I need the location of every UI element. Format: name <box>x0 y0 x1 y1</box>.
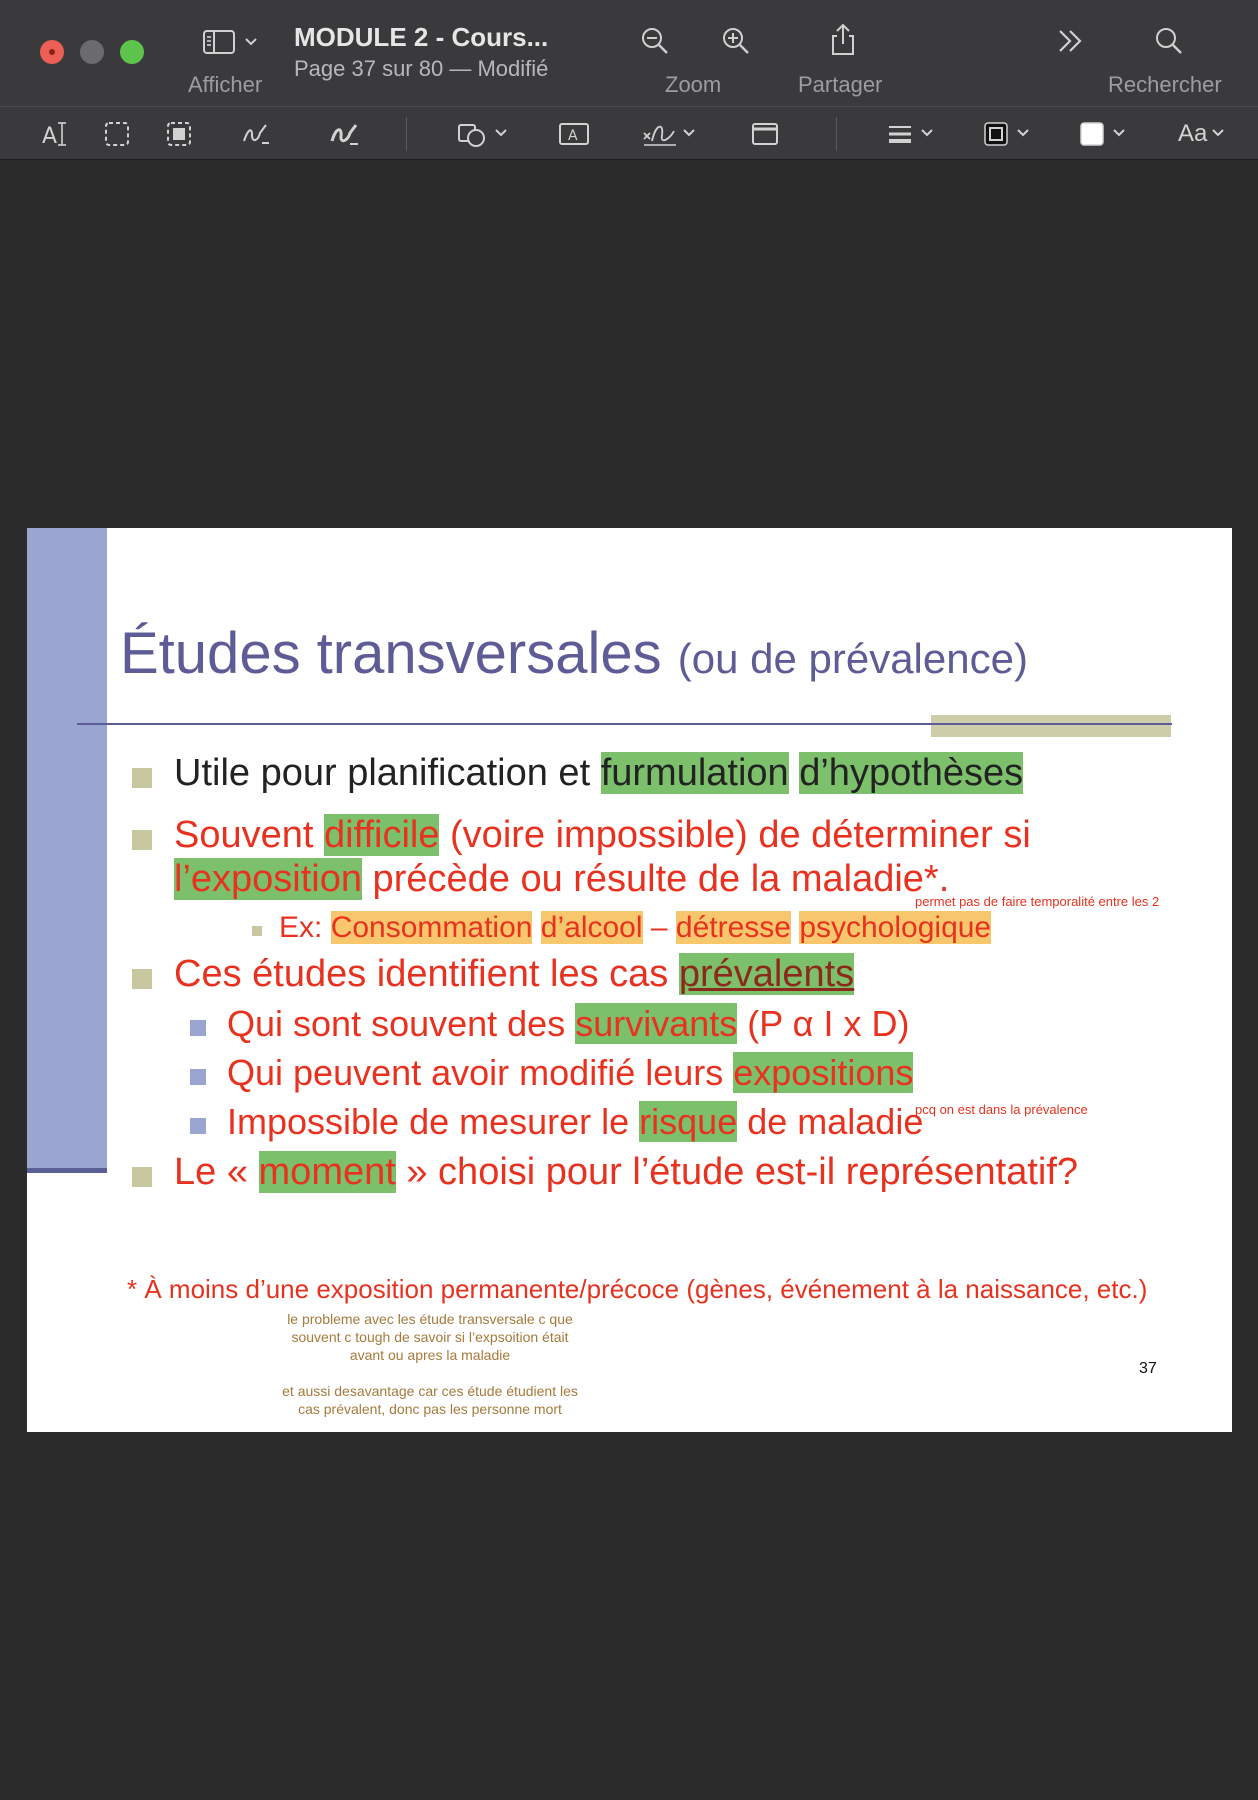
more-chevrons-icon[interactable] <box>1056 28 1086 59</box>
slide-title-main: Études transversales <box>120 621 662 686</box>
sub-bullet-risque <box>227 1101 923 1143</box>
highlight-green-underlined: prévalents <box>678 953 855 995</box>
bullet-square <box>132 969 152 989</box>
highlight-orange: détresse <box>675 911 791 944</box>
bullet-square-blue <box>190 1020 206 1036</box>
slide-side-bar-underline <box>27 1168 107 1173</box>
slide-title-sub: (ou de prévalence) <box>677 635 1028 682</box>
fill-color-icon[interactable] <box>1078 119 1134 149</box>
bullet-example <box>279 911 991 945</box>
highlight-green: risque <box>639 1101 738 1142</box>
smart-selection-icon[interactable] <box>164 119 194 149</box>
svg-text:A: A <box>568 128 578 144</box>
share-label: Partager <box>798 72 883 97</box>
document-page-status: Page 37 sur 80 — Modifié <box>294 56 549 81</box>
svg-text:A: A <box>42 124 58 149</box>
highlight-green: survivants <box>575 1003 738 1044</box>
highlight-green: d’hypothèses <box>799 752 1024 794</box>
highlight-green: expositions <box>733 1052 914 1093</box>
toolbar-divider <box>836 117 837 151</box>
zoom-label: Zoom <box>665 72 722 97</box>
signature-icon[interactable] <box>640 119 702 149</box>
text-style-label: Aa <box>1178 120 1208 147</box>
annotation-note-brown[interactable]: et aussi desavantage car ces étude étudient les cas prévalent, donc pas les personne mort <box>282 1383 578 1417</box>
highlight-orange: d’alcool <box>540 911 643 944</box>
bullet-text: précède ou résulte de la maladie*. <box>362 858 950 900</box>
bullet-text: Ex: <box>279 911 331 944</box>
line-style-icon[interactable] <box>886 119 942 149</box>
bullet-text: Souvent <box>174 814 324 856</box>
bullet-text: (P α I x D) <box>737 1003 910 1044</box>
toolbar-divider <box>406 117 407 151</box>
text-selection-icon[interactable] <box>40 119 70 149</box>
zoom-out-icon[interactable] <box>640 26 670 61</box>
sketch-icon[interactable] <box>240 119 272 149</box>
close-window-button[interactable] <box>40 40 64 64</box>
highlight-green: difficile <box>324 814 440 856</box>
bullet-text: Ces études identifient les cas <box>174 953 679 995</box>
slide-title <box>120 620 1028 687</box>
rectangular-selection-icon[interactable] <box>102 119 132 149</box>
bullet-text: (voire impossible) de déterminer si <box>439 814 1031 856</box>
draw-icon[interactable] <box>328 119 360 149</box>
shapes-icon[interactable] <box>456 119 512 149</box>
bullet-souvent-line2 <box>174 858 949 901</box>
minimize-window-button[interactable] <box>80 40 104 64</box>
view-label: Afficher <box>188 72 263 97</box>
bullet-square-small <box>252 926 262 936</box>
share-icon[interactable] <box>830 22 856 61</box>
sidebar-toggle-icon[interactable] <box>202 28 262 61</box>
text-box-icon[interactable] <box>558 119 590 149</box>
markup-toolbar <box>0 106 1258 160</box>
bullet-text: de maladie <box>737 1101 924 1142</box>
sub-bullet-survivants <box>227 1003 909 1045</box>
bullet-moment <box>174 1151 1078 1194</box>
document-title: MODULE 2 - Cours... <box>294 22 549 52</box>
pdf-page <box>27 528 1232 1432</box>
bullet-utile <box>174 752 1023 795</box>
bullet-text: Impossible de mesurer le <box>227 1101 640 1142</box>
chevron-down-icon <box>1207 119 1229 149</box>
highlight-green: furmulation <box>600 752 789 794</box>
highlight-orange: psychologique <box>799 911 992 944</box>
search-icon[interactable] <box>1154 26 1184 61</box>
slide-footnote: * À moins d’une exposition permanente/précoce (gènes, événement à la naissance, etc.) <box>127 1274 1148 1304</box>
highlight-orange: Consommation <box>330 911 533 944</box>
bullet-ces-etudes <box>174 953 854 996</box>
border-color-icon[interactable] <box>982 119 1038 149</box>
page-window-icon[interactable] <box>750 119 780 149</box>
bullet-souvent-line1 <box>174 814 1031 857</box>
title-rule <box>77 723 1172 725</box>
zoom-in-icon[interactable] <box>721 26 751 61</box>
bullet-text: Le « <box>174 1151 259 1193</box>
bullet-text: » choisi pour l’étude est-il représentatif? <box>395 1151 1079 1193</box>
text-style-button[interactable] <box>1178 119 1229 149</box>
bullet-text: Qui peuvent avoir modifié leurs <box>227 1052 734 1093</box>
search-label: Rechercher <box>1108 72 1222 97</box>
bullet-square <box>132 1167 152 1187</box>
bullet-square-blue <box>190 1118 206 1134</box>
bullet-square <box>132 830 152 850</box>
bullet-square-blue <box>190 1069 206 1085</box>
annotation-note-brown[interactable]: le probleme avec les étude transversale c que souvent c tough de savoir si l’expsoition était avant ou apres la maladie <box>287 1311 573 1363</box>
slide-page-number: 37 <box>1139 1360 1157 1377</box>
slide-side-bar <box>27 528 107 1168</box>
annotation-note[interactable]: pcq on est dans la prévalence <box>915 1102 1088 1117</box>
bullet-text: Qui sont souvent des <box>227 1003 576 1044</box>
window-titlebar <box>0 0 1258 106</box>
bullet-text: – <box>642 911 676 944</box>
zoom-window-button[interactable] <box>120 40 144 64</box>
title-rule-accent <box>931 715 1171 737</box>
annotation-note[interactable]: permet pas de faire temporalité entre les 2 <box>915 894 1160 909</box>
sub-bullet-expositions <box>227 1052 913 1094</box>
bullet-text: Utile pour planification et <box>174 752 601 794</box>
bullet-square <box>132 768 152 788</box>
highlight-green: moment <box>258 1151 396 1193</box>
highlight-green: l’exposition <box>174 858 362 900</box>
